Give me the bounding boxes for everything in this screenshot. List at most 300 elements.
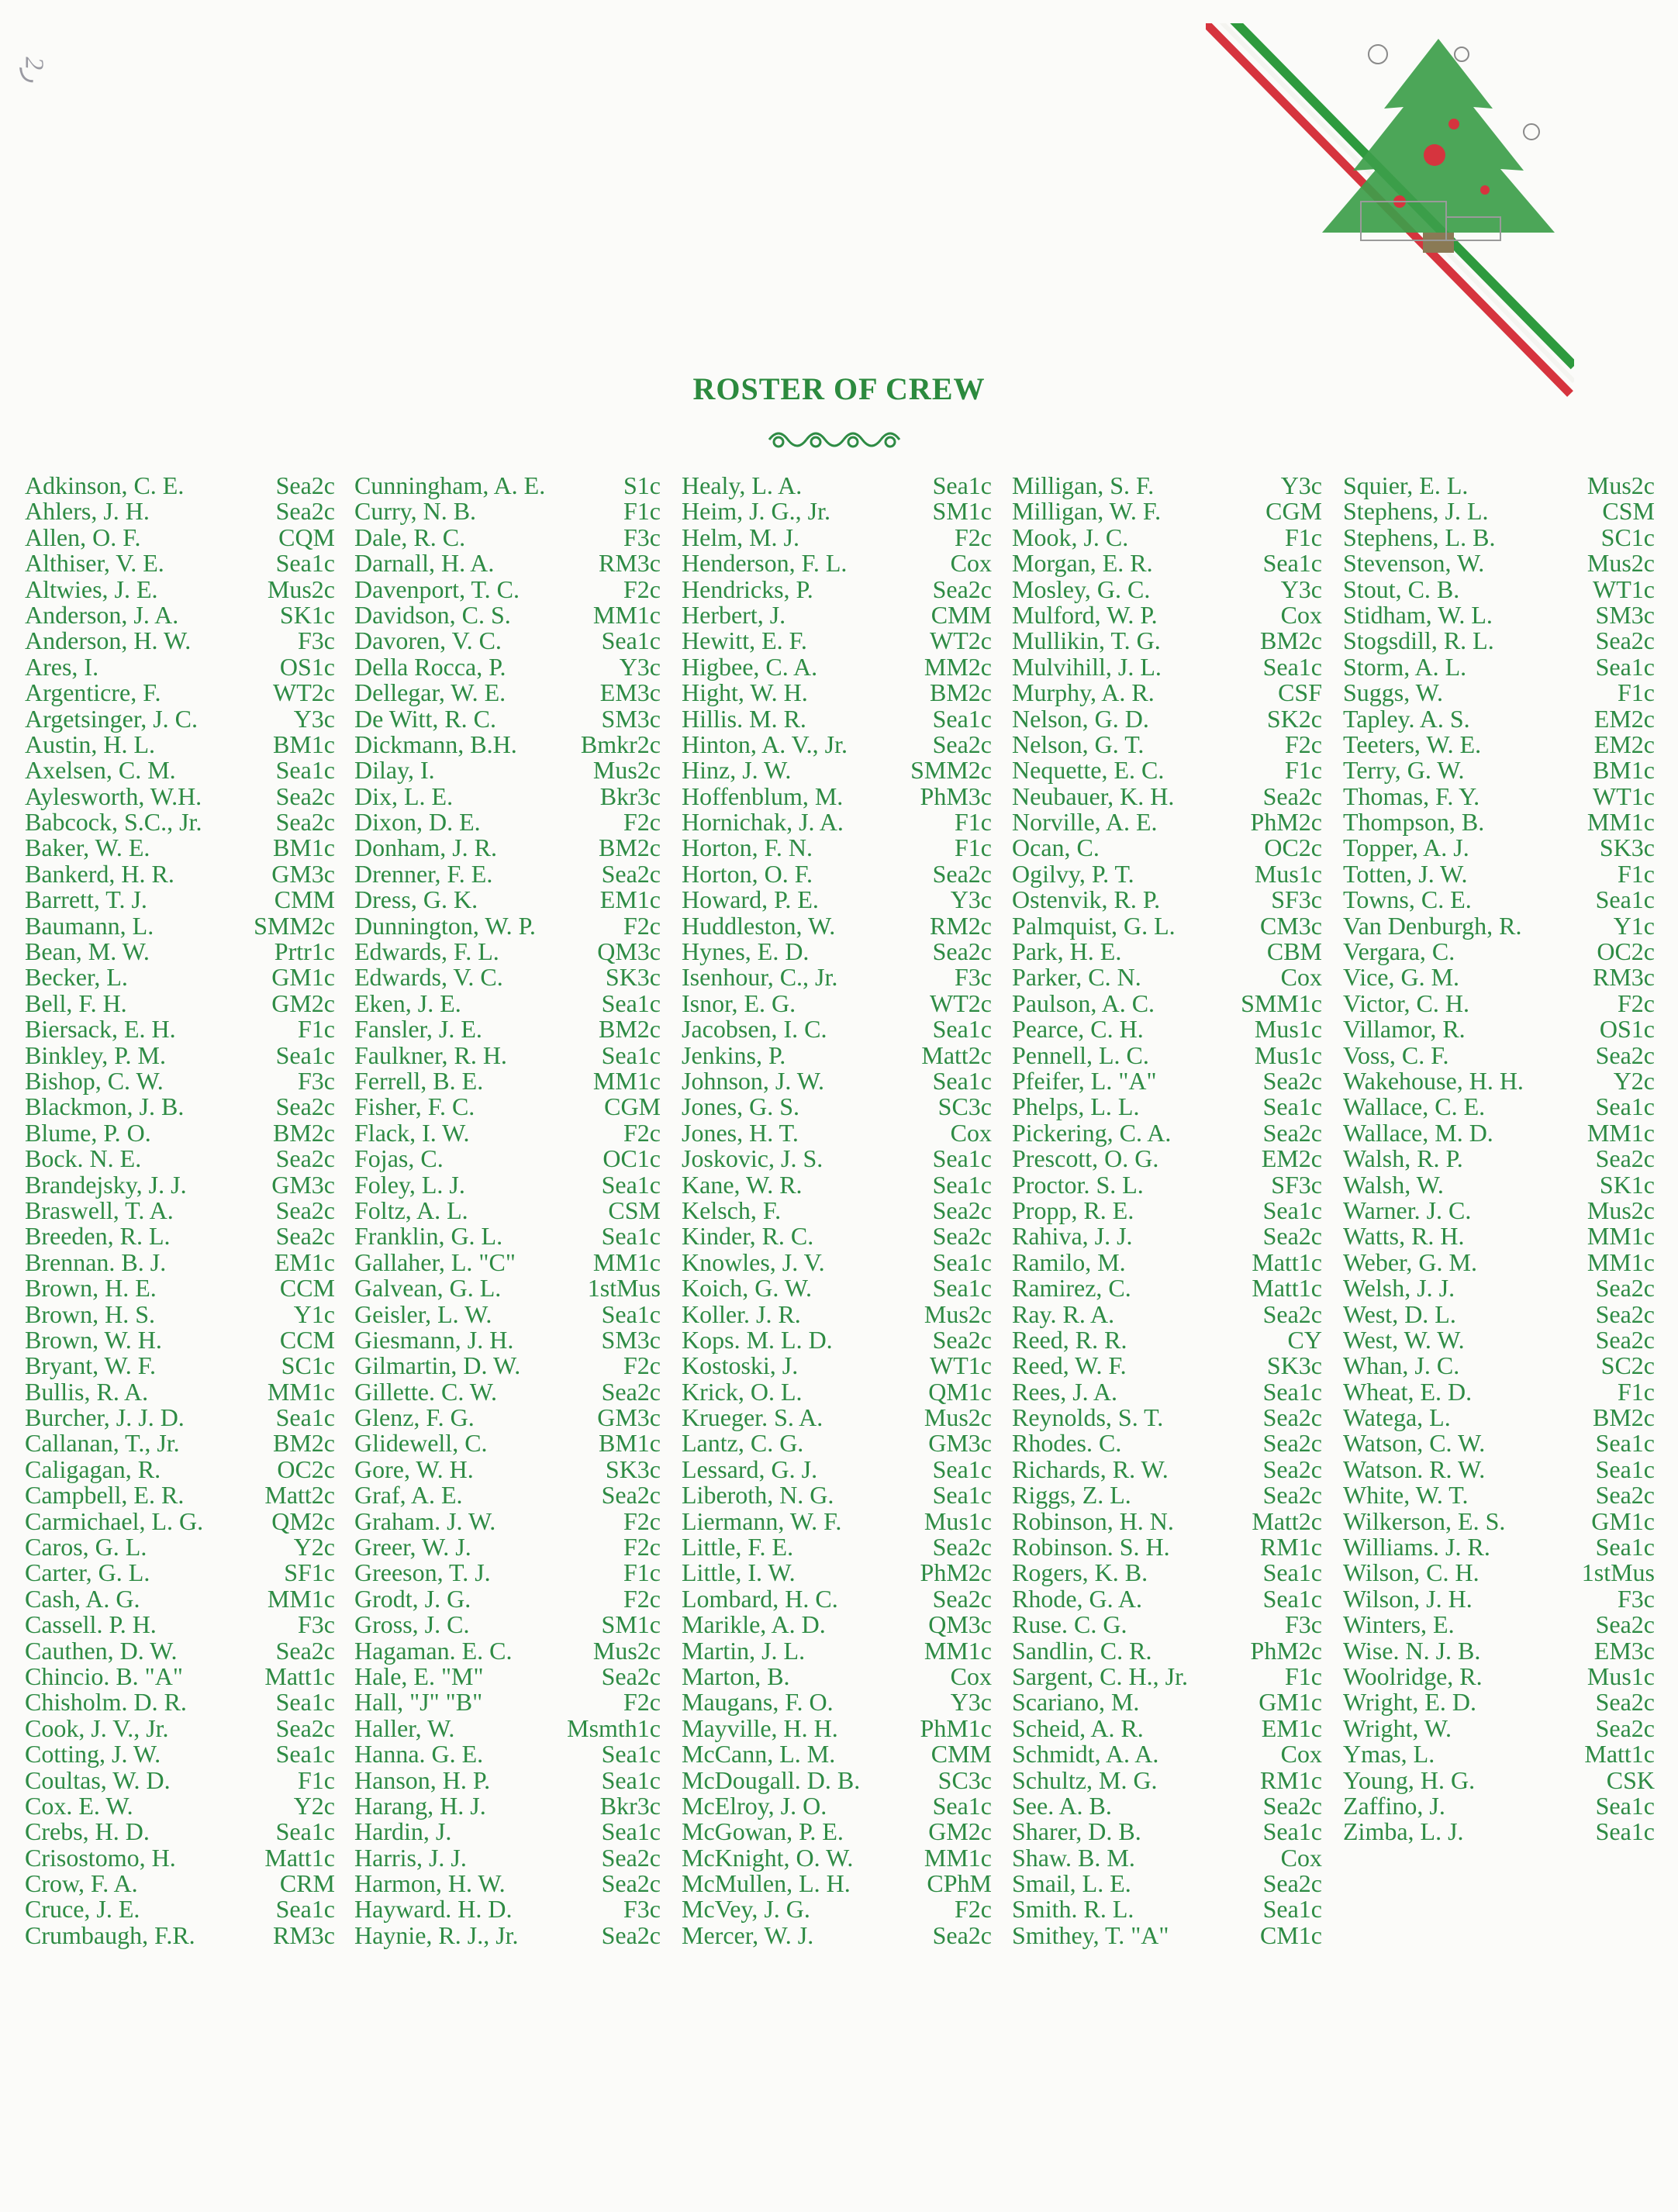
roster-entry — [354, 1457, 661, 1482]
roster-entry — [25, 835, 335, 861]
crew-rate: BM2c — [1593, 1403, 1655, 1432]
crew-name: Stevenson, W. — [1343, 549, 1485, 578]
roster-entry — [1343, 1638, 1655, 1664]
roster-entry — [354, 654, 661, 680]
roster-entry — [682, 939, 992, 965]
roster-entry — [25, 602, 335, 628]
roster-entry — [1012, 991, 1322, 1016]
roster-entry — [682, 1896, 992, 1922]
roster-entry — [1012, 1172, 1322, 1198]
crew-rate: SMM2c — [910, 756, 992, 785]
crew-name: Haynie, R. J., Jr. — [354, 1920, 519, 1949]
crew-rate: F3c — [298, 626, 335, 655]
roster-entry — [25, 1299, 335, 1328]
roster-entry — [682, 732, 992, 757]
crew-name: Edwards, V. C. — [354, 963, 503, 992]
crew-rate: Sea2c — [932, 1196, 992, 1224]
roster-entry — [1012, 1845, 1322, 1871]
roster-entry — [25, 1871, 335, 1896]
crew-rate: Sea1c — [601, 1222, 661, 1251]
crew-name: Hayward. H. D. — [354, 1895, 513, 1924]
crew-name: Foltz, A. L. — [354, 1196, 468, 1224]
crew-rate: Sea1c — [1595, 1817, 1655, 1846]
crew-name: Sargent, C. H., Jr. — [1012, 1662, 1188, 1690]
crew-name: Young, H. G. — [1343, 1765, 1476, 1794]
crew-rate: SC1c — [1600, 523, 1655, 551]
crew-name: De Witt, R. C. — [354, 704, 497, 733]
crew-rate: Sea2c — [1595, 1040, 1655, 1069]
roster-entry — [354, 1586, 661, 1612]
crew-name: Baker, W. E. — [25, 833, 150, 862]
crew-rate: Sea1c — [1262, 1817, 1322, 1846]
crew-name: Marton, B. — [682, 1662, 790, 1690]
roster-entry — [682, 784, 992, 809]
roster-entry — [25, 550, 335, 576]
roster-entry — [1343, 602, 1655, 628]
roster-entry — [682, 1612, 992, 1637]
crew-name: Schmidt, A. A. — [1012, 1740, 1159, 1769]
crew-name: Cauthen, D. W. — [25, 1636, 178, 1665]
crew-name: Mulford, W. P. — [1012, 600, 1158, 629]
crew-name: Hillis. M. R. — [682, 704, 806, 733]
crew-rate: Mus2c — [1587, 549, 1655, 578]
crew-name: Smail, L. E. — [1012, 1869, 1131, 1898]
roster-entry — [1343, 887, 1655, 913]
crew-rate: Mus2c — [267, 575, 335, 603]
roster-entry — [354, 577, 661, 602]
crew-rate: Mus2c — [1587, 1196, 1655, 1224]
crew-rate: QM3c — [597, 937, 661, 966]
roster-entry — [25, 654, 335, 680]
roster-entry — [354, 1247, 661, 1276]
crew-name: Jacobsen, I. C. — [682, 1015, 827, 1044]
crew-rate: Sea2c — [601, 859, 661, 888]
crew-rate: Sea2c — [932, 1584, 992, 1613]
crew-name: Lombard, H. C. — [682, 1584, 838, 1613]
roster-entry — [1343, 784, 1655, 809]
crew-rate: Msmth1c — [567, 1713, 661, 1742]
roster-entry — [682, 1560, 992, 1586]
crew-name: Kane, W. R. — [682, 1170, 803, 1199]
roster-entry — [25, 965, 335, 990]
crew-rate: Sea2c — [275, 1222, 335, 1251]
crew-name: Caligagan, R. — [25, 1455, 161, 1483]
crew-name: Squier, E. L. — [1343, 471, 1469, 499]
roster-entry — [25, 1068, 335, 1094]
crew-name: Healy, L. A. — [682, 471, 803, 499]
crew-rate: GM2c — [928, 1817, 992, 1846]
crew-name: Dixon, D. E. — [354, 808, 481, 837]
crew-rate: Sea1c — [275, 756, 335, 785]
crew-name: McDougall. D. B. — [682, 1765, 861, 1794]
crew-name: Horton, O. F. — [682, 859, 813, 888]
crew-name: Woolridge, R. — [1343, 1662, 1483, 1690]
crew-name: Mullikin, T. G. — [1012, 626, 1161, 655]
crew-rate: Sea1c — [275, 1895, 335, 1924]
roster-entry — [354, 1094, 661, 1120]
crew-rate: Sea2c — [932, 1222, 992, 1251]
roster-entry — [25, 1534, 335, 1560]
crew-rate: Sea2c — [1595, 1481, 1655, 1510]
crew-name: Altwies, J. E. — [25, 575, 158, 603]
crew-rate: Sea1c — [932, 1247, 992, 1276]
crew-name: Crisostomo, H. — [25, 1843, 176, 1872]
crew-name: Proctor. S. L. — [1012, 1170, 1144, 1199]
roster-entry — [682, 1405, 992, 1430]
crew-rate: F1c — [1285, 523, 1322, 551]
crew-rate: SMM2c — [254, 911, 335, 940]
roster-entry — [354, 1845, 661, 1871]
crew-rate: Cox — [950, 1118, 992, 1147]
crew-name: Topper, A. J. — [1343, 833, 1469, 862]
crew-name: Totten, J. W. — [1343, 859, 1468, 888]
crew-rate: Matt1c — [264, 1843, 335, 1872]
roster-entry — [1012, 1120, 1322, 1146]
crew-rate: F3c — [1285, 1610, 1322, 1639]
crew-name: Becker, L. — [25, 963, 128, 992]
crew-rate: Bkr3c — [599, 782, 661, 810]
crew-name: Rhodes. C. — [1012, 1429, 1122, 1458]
crew-rate: CM3c — [1260, 911, 1322, 940]
crew-name: Watson, C. W. — [1343, 1429, 1486, 1458]
roster-entry — [1343, 732, 1655, 757]
crew-rate: CQM — [278, 523, 335, 551]
crew-name: Vergara, C. — [1343, 937, 1455, 966]
crew-rate: Mus2c — [1587, 471, 1655, 499]
crew-name: Edwards, F. L. — [354, 937, 499, 966]
crew-name: Davoren, V. C. — [354, 626, 502, 655]
roster-entry — [354, 1560, 661, 1586]
crew-name: Greer, W. J. — [354, 1533, 471, 1562]
roster-entry — [1012, 550, 1322, 576]
crew-rate: MM1c — [592, 600, 661, 629]
crew-rate: Y3c — [950, 885, 992, 914]
roster-entry — [354, 1040, 661, 1069]
crew-rate: OS1c — [279, 652, 335, 681]
crew-name: Wilkerson, E. S. — [1343, 1506, 1506, 1535]
roster-entry — [354, 1275, 661, 1301]
crew-rate: Sea2c — [1262, 782, 1322, 810]
crew-name: Reynolds, S. T. — [1012, 1403, 1164, 1432]
page-mark: ر2 — [19, 57, 49, 83]
crew-rate: Sea1c — [932, 471, 992, 499]
roster-entry — [1343, 1506, 1655, 1535]
crew-name: Hinton, A. V., Jr. — [682, 730, 848, 758]
crew-rate: Sea2c — [932, 1325, 992, 1354]
roster-entry — [1343, 1482, 1655, 1508]
roster-entry — [25, 1120, 335, 1146]
crew-name: Ostenvik, R. P. — [1012, 885, 1161, 914]
roster-entry — [1012, 1586, 1322, 1612]
roster-entry — [25, 1223, 335, 1249]
roster-entry — [25, 809, 335, 835]
crew-name: Fojas, C. — [354, 1144, 444, 1173]
crew-name: Voss, C. F. — [1343, 1040, 1449, 1069]
crew-name: Pearce, C. H. — [1012, 1015, 1144, 1044]
crew-rate: F1c — [623, 1558, 661, 1587]
roster-entry — [682, 1689, 992, 1715]
crew-rate: Sea2c — [1262, 1403, 1322, 1432]
crew-name: Graham. J. W. — [354, 1506, 496, 1535]
roster-column-3 — [682, 473, 992, 1948]
roster-entry — [682, 1664, 992, 1689]
roster-entry — [25, 1713, 335, 1742]
crew-name: Bell, F. H. — [25, 989, 127, 1017]
roster-entry — [25, 1612, 335, 1637]
roster-entry — [1012, 1198, 1322, 1223]
roster-entry — [1343, 1198, 1655, 1223]
crew-rate: Sea2c — [275, 1713, 335, 1742]
roster-entry — [682, 1457, 992, 1482]
crew-name: Anderson, J. A. — [25, 600, 179, 629]
roster-entry — [1343, 1560, 1655, 1586]
roster-entry — [354, 1689, 661, 1715]
roster-entry — [1343, 939, 1655, 965]
roster-entry — [1012, 1068, 1322, 1094]
roster-entry — [1012, 1612, 1322, 1637]
crew-rate: Sea1c — [1262, 549, 1322, 578]
roster-entry — [25, 1920, 335, 1949]
crew-rate: Mus1c — [1254, 859, 1322, 888]
crew-name: Stidham, W. L. — [1343, 600, 1493, 629]
crew-rate: F1c — [955, 833, 992, 862]
crew-name: Norville, A. E. — [1012, 808, 1158, 837]
crew-rate: Y2c — [293, 1791, 335, 1820]
crew-name: Weber, G. M. — [1343, 1247, 1477, 1276]
crew-rate: PhM2c — [1250, 808, 1322, 837]
roster-entry — [1012, 499, 1322, 524]
crew-rate: Sea2c — [601, 1920, 661, 1949]
roster-entry — [1012, 1405, 1322, 1430]
crew-name: Cook, J. V., Jr. — [25, 1713, 169, 1742]
crew-rate: CY — [1287, 1325, 1322, 1354]
roster-entry — [682, 1379, 992, 1405]
crew-rate: Sea1c — [1262, 1377, 1322, 1406]
crew-name: Braswell, T. A. — [25, 1196, 174, 1224]
crew-rate: SM1c — [601, 1610, 661, 1639]
crew-name: Fisher, F. C. — [354, 1092, 475, 1121]
roster-entry — [1012, 835, 1322, 861]
roster-entry — [1343, 1405, 1655, 1430]
roster-entry — [25, 1457, 335, 1482]
crew-name: Koller. J. R. — [682, 1299, 801, 1328]
roster-entry — [682, 1172, 992, 1198]
roster-entry — [682, 1765, 992, 1794]
crew-rate: BM1c — [273, 730, 335, 758]
crew-rate: WT2c — [930, 626, 992, 655]
crew-name: Brown, H. E. — [25, 1274, 157, 1303]
crew-name: Vice, G. M. — [1343, 963, 1460, 992]
roster-entry — [682, 809, 992, 835]
roster-entry — [682, 1845, 992, 1871]
roster-entry — [354, 680, 661, 706]
crew-name: Wheat, E. D. — [1343, 1377, 1473, 1406]
crew-name: Mosley, G. C. — [1012, 575, 1151, 603]
crew-rate: Sea1c — [1595, 885, 1655, 914]
crew-name: Althiser, V. E. — [25, 549, 164, 578]
roster-entry — [25, 1275, 335, 1301]
roster-entry — [1012, 939, 1322, 965]
roster-entry — [1012, 1457, 1322, 1482]
crew-name: Jones, G. S. — [682, 1092, 800, 1121]
crew-rate: BM2c — [930, 678, 992, 707]
crew-name: Harmon, H. W. — [354, 1869, 506, 1898]
crew-name: Milligan, S. F. — [1012, 471, 1155, 499]
roster-entry — [1343, 1016, 1655, 1042]
roster-entry — [25, 1430, 335, 1456]
crew-rate: Sea1c — [1262, 652, 1322, 681]
crew-name: Dickmann, B.H. — [354, 730, 517, 758]
roster-entry — [354, 887, 661, 913]
crew-name: Dix, L. E. — [354, 782, 454, 810]
crew-rate: CPhM — [927, 1869, 992, 1898]
crew-rate: F2c — [623, 1506, 661, 1535]
crew-name: Krick, O. L. — [682, 1377, 803, 1406]
roster-entry — [25, 1586, 335, 1612]
crew-name: Biersack, E. H. — [25, 1015, 176, 1044]
crew-rate: Sea2c — [1595, 626, 1655, 655]
roster-entry — [25, 525, 335, 550]
crew-name: Galvean, G. L. — [354, 1274, 502, 1303]
crew-name: Ocan, C. — [1012, 833, 1100, 862]
crew-rate: EM3c — [1593, 1636, 1655, 1665]
crew-rate: Cox — [1280, 1740, 1322, 1769]
crew-rate: Sea1c — [601, 626, 661, 655]
crew-rate: CBM — [1266, 937, 1322, 966]
crew-rate: Sea2c — [1595, 1688, 1655, 1717]
crew-name: Blume, P. O. — [25, 1118, 151, 1147]
crew-rate: WT1c — [930, 1351, 992, 1380]
crew-name: Whan, J. C. — [1343, 1351, 1460, 1380]
crew-rate: RM3c — [1593, 963, 1655, 992]
crew-rate: F1c — [1618, 678, 1655, 707]
crew-rate: BM1c — [1593, 756, 1655, 785]
crew-name: Cox. E. W. — [25, 1791, 133, 1820]
roster-entry — [1012, 1871, 1322, 1896]
roster-entry — [1343, 680, 1655, 706]
crew-rate: GM3c — [597, 1403, 661, 1432]
roster-entry — [1012, 965, 1322, 990]
crew-rate: Sea2c — [932, 1533, 992, 1562]
crew-rate: Cox — [1280, 600, 1322, 629]
crew-rate: Y3c — [293, 704, 335, 733]
crew-name: Wilson, C. H. — [1343, 1558, 1479, 1587]
crew-rate: MM1c — [592, 1247, 661, 1276]
crew-name: Murphy, A. R. — [1012, 678, 1155, 707]
crew-rate: Sea1c — [1262, 1584, 1322, 1613]
crew-name: Smithey, T. "A" — [1012, 1920, 1169, 1949]
crew-rate: OC1c — [602, 1144, 661, 1173]
crew-rate: Sea2c — [932, 859, 992, 888]
roster-entry — [682, 499, 992, 524]
roster-entry — [25, 991, 335, 1016]
roster-entry — [1012, 757, 1322, 783]
crew-rate: CM1c — [1260, 1920, 1322, 1949]
roster-entry — [682, 1120, 992, 1146]
crew-name: Dilay, I. — [354, 756, 435, 785]
crew-rate: Mus1c — [1254, 1040, 1322, 1069]
crew-name: McGowan, P. E. — [682, 1817, 844, 1846]
roster-entry — [25, 680, 335, 706]
crew-rate: Sea2c — [1595, 1610, 1655, 1639]
crew-rate: CMM — [274, 885, 335, 914]
crew-name: Drenner, F. E. — [354, 859, 493, 888]
crew-rate: SK2c — [1266, 704, 1322, 733]
roster-entry — [1343, 1275, 1655, 1301]
roster-entry — [682, 1920, 992, 1949]
roster-entry — [25, 1198, 335, 1223]
roster-entry — [1343, 1612, 1655, 1637]
roster-entry — [25, 732, 335, 757]
crew-name: McMullen, L. H. — [682, 1869, 851, 1898]
crew-name: Fansler, J. E. — [354, 1015, 482, 1044]
crew-name: Shaw. B. M. — [1012, 1843, 1135, 1872]
roster-entry — [1343, 913, 1655, 939]
roster-entry — [1012, 1353, 1322, 1379]
crew-name: Rhode, G. A. — [1012, 1584, 1142, 1613]
roster-entry — [25, 1379, 335, 1405]
crew-name: Parker, C. N. — [1012, 963, 1141, 992]
crew-rate: F3c — [623, 1895, 661, 1924]
crew-rate: Sea2c — [275, 497, 335, 526]
crew-rate: Sea1c — [601, 1170, 661, 1199]
crew-rate: PhM2c — [920, 1558, 992, 1587]
crew-rate: Sea2c — [1262, 1455, 1322, 1483]
crew-rate: CCM — [279, 1325, 335, 1354]
roster-entry — [354, 1016, 661, 1042]
crew-name: Kinder, R. C. — [682, 1222, 814, 1251]
crew-rate: EM2c — [1261, 1144, 1322, 1173]
crew-name: Gillette. C. W. — [354, 1377, 497, 1406]
crew-rate: CGM — [604, 1092, 661, 1121]
crew-name: Hewitt, E. F. — [682, 626, 807, 655]
crew-rate: Sea1c — [601, 1817, 661, 1846]
crew-rate: F3c — [955, 963, 992, 992]
crew-rate: Matt1c — [1252, 1274, 1322, 1303]
crew-name: Little, I. W. — [682, 1558, 796, 1587]
crew-name: Palmquist, G. L. — [1012, 911, 1176, 940]
roster-entry — [682, 654, 992, 680]
crew-name: Chisholm. D. R. — [25, 1688, 187, 1717]
crew-name: Wright, W. — [1343, 1713, 1452, 1742]
crew-name: Stogsdill, R. L. — [1343, 626, 1494, 655]
crew-name: White, W. T. — [1343, 1481, 1469, 1510]
roster-entry — [1343, 1534, 1655, 1560]
crew-rate: Bmkr2c — [580, 730, 661, 758]
roster-entry — [1012, 1506, 1322, 1535]
roster-entry — [1012, 1896, 1322, 1922]
crew-rate: MM1c — [267, 1377, 335, 1406]
crew-rate: F2c — [623, 1533, 661, 1562]
roster-entry — [1343, 550, 1655, 576]
roster-entry — [25, 1482, 335, 1508]
crew-rate: CSK — [1606, 1765, 1655, 1794]
roster-entry — [354, 1819, 661, 1844]
roster-entry — [1012, 1534, 1322, 1560]
crew-rate: Sea2c — [1262, 1791, 1322, 1820]
roster-entry — [682, 1713, 992, 1742]
crew-rate: F3c — [298, 1066, 335, 1095]
crew-name: Bankerd, H. R. — [25, 859, 174, 888]
roster-entry — [1343, 1689, 1655, 1715]
crew-rate: Sea2c — [1262, 1481, 1322, 1510]
crew-rate: Sea1c — [932, 1791, 992, 1820]
crew-name: Brennan. B. J. — [25, 1247, 167, 1276]
crew-name: Adkinson, C. E. — [25, 471, 185, 499]
crew-rate: WT2c — [273, 678, 335, 707]
crew-rate: MM1c — [1587, 1247, 1655, 1276]
roster-entry — [1012, 1664, 1322, 1689]
